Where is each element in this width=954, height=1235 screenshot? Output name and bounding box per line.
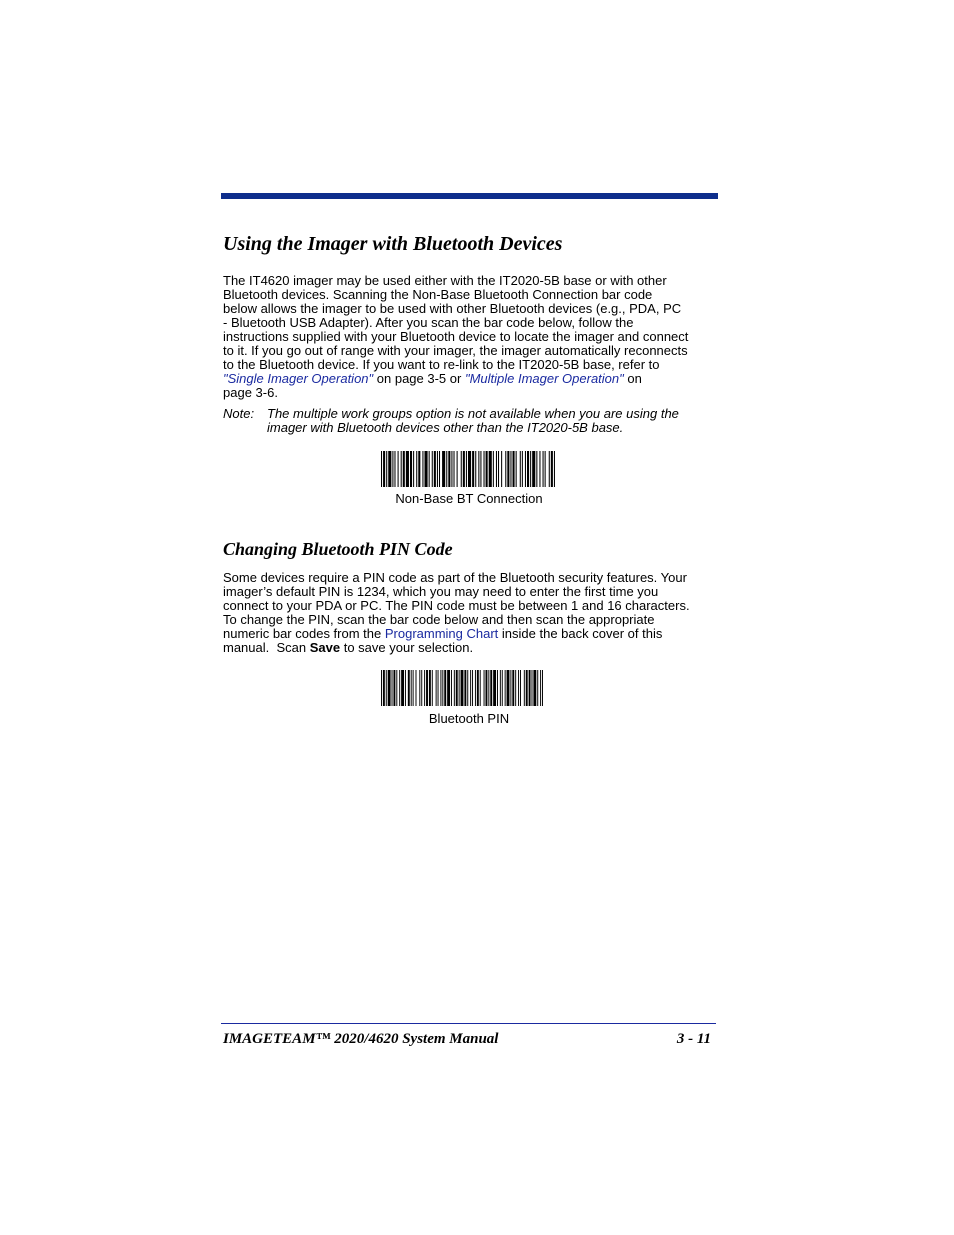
barcode-bar [510,670,511,706]
text-line: below allows the imager to be used with other Bluetooth devices (e.g., PDA, PC [223,301,682,316]
barcode-bar [388,451,391,487]
note-label: Note: [223,406,255,421]
barcode-bar [422,451,423,487]
barcode-bar [551,451,553,487]
barcode-bar [418,451,420,487]
text-line: connect to your PDA or PC. The PIN code must be between 1 and 16 characters. [223,598,690,613]
link-multiple-imager-operation[interactable]: "Multiple Imager Operation" [464,371,624,386]
barcode-bar [416,670,417,706]
barcode-bar [419,670,420,706]
barcode-bar [396,670,397,706]
footer-manual-title: IMAGETEAM™ 2020/4620 System Manual [223,1031,499,1047]
text-line: Bluetooth devices. Scanning the Non-Base Bluetooth Connection bar code [223,287,653,302]
barcode-bar [480,670,481,706]
barcode-bar [498,451,499,487]
barcode-bar [438,670,439,706]
text-line-programming-chart [223,627,716,641]
barcode-bar [477,670,479,706]
barcode-bar [456,670,458,706]
barcode-bar [444,670,446,706]
barcode-bar [484,670,485,706]
barcode-bar [520,451,521,487]
barcode-bar [447,670,450,706]
barcode-bar [524,670,525,706]
text-line6-post: to save your selection. [340,640,474,655]
barcode-bar [399,670,400,706]
barcode-bar [413,451,414,487]
barcode-bar [526,670,528,706]
barcode-bar [542,670,543,706]
barcode-bar [501,451,502,487]
barcode-bar [515,670,516,706]
barcode-bar [505,670,506,706]
barcode-bar [493,451,494,487]
barcode-bar [464,670,466,706]
barcode-bar [429,451,430,487]
barcode-bar [540,670,541,706]
barcode-bar [446,451,447,487]
barcode-bar [554,451,555,487]
barcode-bar [388,670,391,706]
barcode-bar [488,670,489,706]
section-title-bluetooth-devices: Using the Imager with Bluetooth Devices [223,233,563,255]
text-line: to the Bluetooth device. If you want to re-link to the IT2020-5B base, refer to [223,357,660,372]
barcode-bar [437,451,438,487]
barcode-caption-non-base-bt: Non-Base BT Connection [395,491,543,506]
barcode-bar [489,451,492,487]
barcode-bar [459,670,460,706]
barcode-bar [401,670,404,706]
barcode-bar [497,670,498,706]
text-line: page 3-6. [223,385,278,400]
text-save-bold: Save [309,640,341,655]
link-programming-chart[interactable]: Programming Chart [384,626,499,641]
barcode-bar [545,451,546,487]
text-line: The IT4620 imager may be used either with the IT2020-5B base or with other [223,273,667,288]
barcode-bar [440,670,441,706]
barcode-bar [470,670,471,706]
barcode-bar [386,451,387,487]
barcode-bar [411,670,412,706]
barcode-bar [398,451,399,487]
barcode-bar [513,451,515,487]
barcode-bar [457,451,458,487]
barcode-bar [461,451,462,487]
link-single-imager-operation[interactable]: "Single Imager Operation" [223,371,374,386]
barcode-bar [525,451,526,487]
barcode-bar [518,670,519,706]
barcode-bar [475,670,476,706]
barcode-bar [480,451,481,487]
barcode-bluetooth-pin [381,670,543,706]
barcode-bar [381,670,382,706]
barcode-bar [393,670,395,706]
barcode-bar [381,451,382,487]
barcode-bar [490,670,492,706]
barcode-bar [392,670,393,706]
barcode-bar [485,670,487,706]
barcode-bar [520,670,521,706]
barcode-bar [475,451,476,487]
barcode-bar [451,451,452,487]
barcode-bar [549,451,550,487]
barcode-bar [467,670,468,706]
barcode-bar [406,451,409,487]
barcode-bar [421,670,422,706]
barcode-bar [383,451,385,487]
barcode-bar [502,670,503,706]
text-line6-pre: manual. Scan [223,640,310,655]
barcode-bar [451,670,452,706]
barcode-bar [461,670,464,706]
barcode-bar [413,670,414,706]
text-line: to it. If you go out of range with your imager, the imager automatically reconnects [223,343,688,358]
barcode-bar [516,451,517,487]
note-line: The multiple work groups option is not available when you are using the [267,406,679,421]
barcode-bar [486,451,488,487]
barcode-bar [532,670,533,706]
barcode-bar [512,670,514,706]
barcode-bar [468,451,471,487]
barcode-bar [496,451,497,487]
barcode-non-base-bt-connection [381,451,556,487]
text-line: imager’s default PIN is 1234, which you may need to enter the first time you [223,584,659,599]
barcode-bar [529,670,531,706]
footer-page-number: 3 - 11 [676,1031,711,1047]
barcode-bar [432,451,433,487]
barcode-bar [424,670,425,706]
barcode-bar [453,451,454,487]
barcode-bar [408,670,410,706]
barcode-bar [484,451,485,487]
barcode-bar [530,451,531,487]
text-line5-pre: numeric bar codes from the [223,626,385,641]
barcode-bar [442,451,445,487]
barcode-bar [436,670,437,706]
barcode-bar [386,670,387,706]
barcode-bar [392,451,393,487]
barcode-caption-bluetooth-pin: Bluetooth PIN [428,711,510,726]
text-ref-mid: on page 3-5 or [373,371,465,386]
text-line-save [223,641,716,655]
barcode-bar [401,451,402,487]
barcode-bar [416,451,417,487]
text-line: To change the PIN, scan the bar code below and then scan the appropriate [223,612,655,627]
paragraph-bluetooth-devices [223,274,716,400]
text-line5-post: inside the back cover of this [498,626,663,641]
barcode-bar [410,451,412,487]
section-title-bluetooth-pin: Changing Bluetooth PIN Code [223,539,453,559]
text-line: instructions supplied with your Bluetooth device to locate the imager and connect [223,329,689,344]
barcode-bar [500,670,501,706]
barcode-bar [507,451,509,487]
barcode-bar [533,670,536,706]
barcode-bar [537,670,538,706]
barcode-bar [493,670,496,706]
paragraph-bluetooth-pin [223,571,716,655]
barcode-bar [539,451,540,487]
barcode-bar [442,670,443,706]
barcode-bar [507,670,510,706]
note-line: imager with Bluetooth devices other than the IT2020-5B base. [267,420,624,435]
barcode-bar [403,451,405,487]
barcode-bar [434,451,436,487]
barcode-bar [394,451,395,487]
barcode-bar [536,451,537,487]
text-line: - Bluetooth USB Adapter). After you scan the bar code below, follow the [223,315,634,330]
barcode-bar [463,451,465,487]
barcode-bar [472,451,474,487]
barcode-bar [543,451,544,487]
barcode-bar [472,670,473,706]
text-ref-end: on [623,371,642,386]
barcode-bar [426,670,428,706]
barcode-bar [424,451,427,487]
barcode-bar [532,451,535,487]
text-line: Some devices require a PIN code as part of the Bluetooth security features. Your [223,570,687,585]
barcode-bar [522,451,523,487]
footer-rule [221,1023,716,1024]
barcode-bar [527,451,529,487]
barcode-bar [505,451,506,487]
barcode-bar [510,451,511,487]
barcode-bar [439,451,440,487]
barcode-bar [448,451,450,487]
barcode-bar [405,670,406,706]
barcode-bar [478,451,479,487]
barcode-bar [466,451,467,487]
barcode-bar [429,670,431,706]
header-rule [221,193,718,199]
barcode-bar [432,670,433,706]
text-line-references [223,372,716,386]
barcode-bar [383,670,385,706]
barcode-bar [454,670,455,706]
